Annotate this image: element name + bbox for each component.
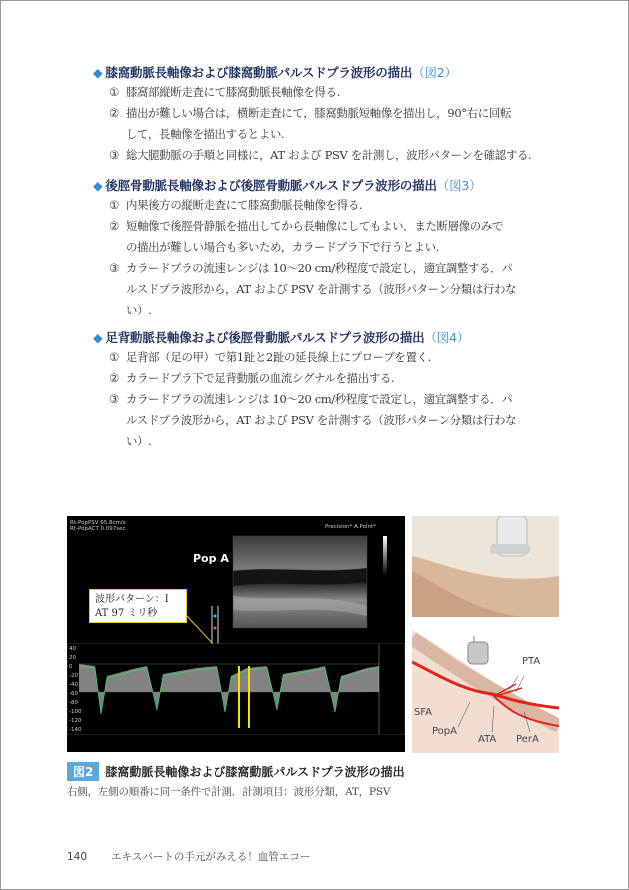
measurement-act: Rt-PopACT 0.097sec bbox=[70, 526, 126, 532]
measurement-psv: Rt-PopPSV 65.8cm/s bbox=[70, 520, 126, 526]
doppler-scale-tick: 0 bbox=[69, 664, 73, 670]
list-item-continued: い）. bbox=[126, 303, 152, 317]
label-popa: PopA bbox=[432, 726, 457, 737]
waveform-callout bbox=[89, 589, 187, 623]
list-item-continued: の描出が難しい場合も多いため，カラードプラ下で行うとよい. bbox=[126, 240, 440, 254]
doppler-scale-tick: -20 bbox=[69, 673, 78, 679]
callout-waveform-pattern: 波形パターン：I bbox=[95, 594, 169, 605]
section-heading-dorsalis-pedis: ◆ 足背動脈長軸像および後脛骨動脈パルスドプラ波形の描出（図4） bbox=[93, 330, 470, 345]
diamond-bullet-icon: ◆ bbox=[93, 330, 103, 345]
label-ata: ATA bbox=[478, 734, 497, 745]
book-title: エキスパートの手元がみえる！血管エコー bbox=[111, 851, 311, 863]
figure-tag: 図2 bbox=[67, 762, 99, 781]
page-footer bbox=[67, 849, 310, 864]
label-pera: PerA bbox=[516, 734, 539, 745]
doppler-scale-tick: 20 bbox=[69, 655, 76, 661]
doppler-scale-tick: -60 bbox=[69, 691, 78, 697]
list-item-continued: い）. bbox=[126, 434, 152, 448]
photo-graphic bbox=[412, 516, 559, 617]
list-item: ② カラードプラ下で足背動脈の血流シグナルを描出する. bbox=[109, 371, 395, 385]
figure-caption bbox=[67, 762, 405, 781]
list-item: ① 足背部（足の甲）で第1趾と2趾の延長線上にプローブを置く. bbox=[109, 350, 432, 364]
doppler-scale-tick: -80 bbox=[69, 700, 78, 706]
list-item: ③ 総大腿動脈の手順と同様に，AT および PSV を計測し，波形パターンを確認する. bbox=[109, 148, 532, 162]
list-item: ③ カラードプラの流速レンジは 10〜20 cm/秒程度で設定し，適宜調整する．パ bbox=[109, 392, 513, 406]
doppler-scale-tick: -120 bbox=[69, 718, 82, 724]
section-heading-popliteal: ◆ 膝窩動脈長軸像および膝窩動脈パルスドプラ波形の描出（図2） bbox=[93, 65, 457, 80]
ultrasound-graphic bbox=[67, 516, 405, 752]
ultrasound-image bbox=[67, 516, 405, 752]
list-item-continued: ルスドプラ波形から，AT および PSV を計測する（波形パターン分類は行わな bbox=[126, 282, 517, 296]
diamond-bullet-icon: ◆ bbox=[93, 65, 103, 80]
list-item: ② 短軸像で後脛骨静脈を描出してから長軸像にしてもよい．また断層像のみで bbox=[109, 219, 504, 233]
list-item-continued: して，長軸像を描出するとよい. bbox=[126, 127, 285, 141]
doppler-scale-tick: -140 bbox=[69, 727, 82, 733]
doppler-scale-tick: 40 bbox=[69, 646, 76, 652]
diamond-bullet-icon: ◆ bbox=[93, 178, 103, 193]
doppler-scale-tick: -40 bbox=[69, 682, 78, 688]
section-heading-posterior-tibial: ◆ 後脛骨動脈長軸像および後脛骨動脈パルスドプラ波形の描出（図3） bbox=[93, 178, 482, 193]
list-item-continued: ルスドプラ波形から，AT および PSV を計測する（波形パターン分類は行わな bbox=[126, 413, 517, 427]
anatomy-diagram bbox=[412, 622, 559, 753]
label-pta: PTA bbox=[522, 656, 541, 667]
doppler-scale-tick: -100 bbox=[69, 709, 82, 715]
caption-note: 右側，左側の順番に同一条件で計測．計測項目：波形分類，AT，PSV bbox=[67, 786, 391, 798]
label-sfa: SFA bbox=[414, 707, 433, 718]
page-number: 140 bbox=[67, 851, 88, 863]
probe-position-photo bbox=[412, 516, 559, 617]
list-item: ① 内果後方の縦断走査にて膝窩動脈長軸像を得る. bbox=[109, 198, 363, 212]
callout-at: AT 97 ミリ秒 bbox=[95, 608, 158, 619]
list-item: ② 描出が難しい場合は，横断走査にて，膝窩動脈短軸像を描出し，90°右に回転 bbox=[109, 106, 512, 120]
caption-title: 膝窩動脈長軸像および膝窩動脈パルスドプラ波形の描出 bbox=[105, 765, 405, 779]
list-item: ③ カラードプラの流速レンジは 10〜20 cm/秒程度で設定し，適宜調整する．パ bbox=[109, 261, 513, 275]
vendor-label: Precision* A.Point* bbox=[325, 524, 376, 530]
list-item: ① 膝窩部縦断走査にて膝窩動脈長軸像を得る. bbox=[109, 85, 341, 99]
us-vessel-label: Pop A bbox=[193, 552, 229, 565]
